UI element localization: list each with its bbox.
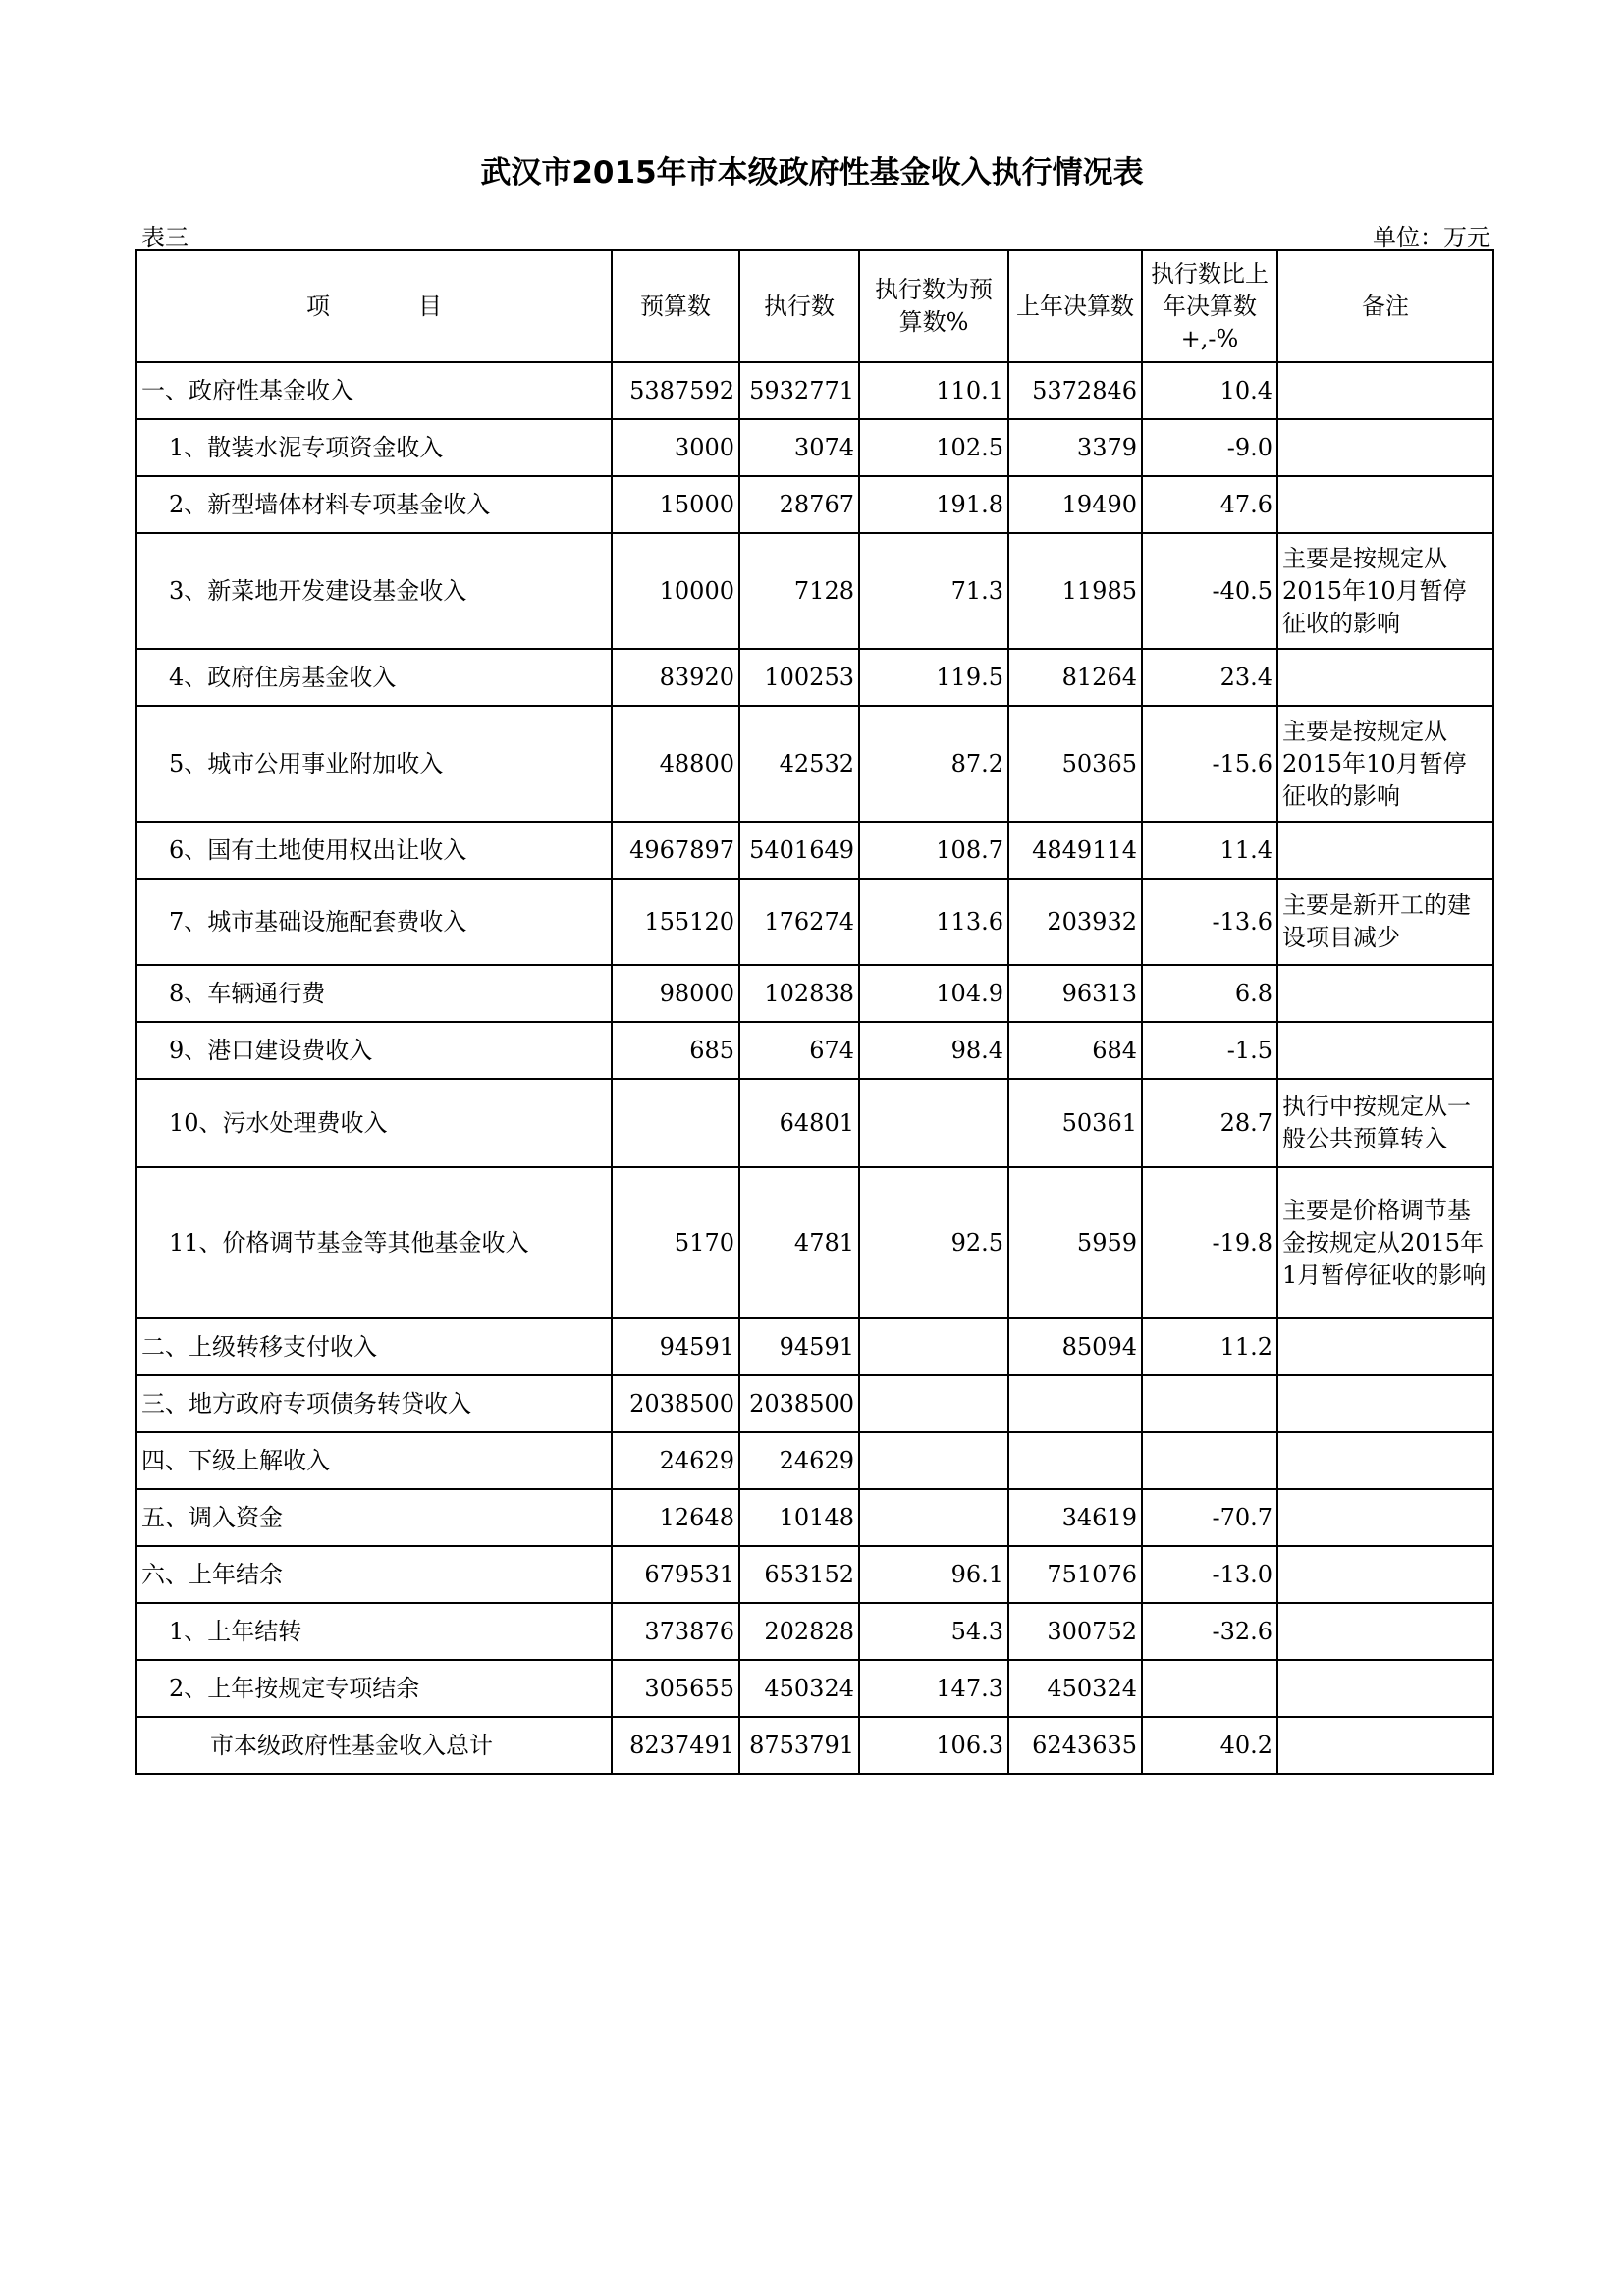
cell-budget: 83920 <box>612 649 739 706</box>
cell-note <box>1277 965 1493 1022</box>
cell-pct-budget: 106.3 <box>859 1717 1008 1774</box>
table-row <box>136 822 1493 879</box>
cell-pct-budget: 98.4 <box>859 1022 1008 1079</box>
row-name: 1、散装水泥专项资金收入 <box>136 419 612 476</box>
cell-note <box>1277 649 1493 706</box>
cell-change: 23.4 <box>1142 649 1277 706</box>
row-name: 3、新菜地开发建设基金收入 <box>136 533 612 649</box>
table-row <box>136 1079 1493 1167</box>
cell-executed: 5932771 <box>739 362 859 419</box>
cell-executed: 450324 <box>739 1660 859 1717</box>
cell-prev-year: 5372846 <box>1008 362 1142 419</box>
cell-change <box>1142 1432 1277 1489</box>
cell-prev-year <box>1008 1375 1142 1432</box>
header-prev-year: 上年决算数 <box>1008 250 1142 362</box>
row-name: 5、城市公用事业附加收入 <box>136 706 612 822</box>
cell-prev-year: 96313 <box>1008 965 1142 1022</box>
cell-executed: 5401649 <box>739 822 859 879</box>
cell-pct-budget: 191.8 <box>859 476 1008 533</box>
cell-budget <box>612 1079 739 1167</box>
cell-note <box>1277 1022 1493 1079</box>
row-name: 7、城市基础设施配套费收入 <box>136 879 612 965</box>
cell-pct-budget: 104.9 <box>859 965 1008 1022</box>
table-row <box>136 1432 1493 1489</box>
row-name: 9、港口建设费收入 <box>136 1022 612 1079</box>
table-row <box>136 533 1493 649</box>
cell-prev-year: 450324 <box>1008 1660 1142 1717</box>
cell-note <box>1277 1717 1493 1774</box>
cell-note <box>1277 1318 1493 1375</box>
row-name: 一、政府性基金收入 <box>136 362 612 419</box>
cell-prev-year: 3379 <box>1008 419 1142 476</box>
cell-prev-year: 50365 <box>1008 706 1142 822</box>
cell-executed: 3074 <box>739 419 859 476</box>
cell-pct-budget: 110.1 <box>859 362 1008 419</box>
cell-executed: 7128 <box>739 533 859 649</box>
cell-prev-year: 4849114 <box>1008 822 1142 879</box>
cell-executed: 653152 <box>739 1546 859 1603</box>
cell-note: 主要是价格调节基金按规定从2015年1月暂停征收的影响 <box>1277 1167 1493 1318</box>
cell-pct-budget <box>859 1318 1008 1375</box>
row-name: 四、下级上解收入 <box>136 1432 612 1489</box>
header-item-a: 项 <box>306 292 330 320</box>
row-name: 11、价格调节基金等其他基金收入 <box>136 1167 612 1318</box>
cell-budget: 8237491 <box>612 1717 739 1774</box>
cell-pct-budget: 119.5 <box>859 649 1008 706</box>
cell-budget: 98000 <box>612 965 739 1022</box>
cell-pct-budget: 113.6 <box>859 879 1008 965</box>
table-row <box>136 476 1493 533</box>
cell-budget: 94591 <box>612 1318 739 1375</box>
cell-executed: 94591 <box>739 1318 859 1375</box>
cell-change: -13.0 <box>1142 1546 1277 1603</box>
cell-change: 6.8 <box>1142 965 1277 1022</box>
row-name: 4、政府住房基金收入 <box>136 649 612 706</box>
unit-label: 单位：万元 <box>1373 224 1490 251</box>
cell-prev-year: 751076 <box>1008 1546 1142 1603</box>
cell-change: -13.6 <box>1142 879 1277 965</box>
header-pct-budget: 执行数为预算数% <box>859 250 1008 362</box>
table-row <box>136 1489 1493 1546</box>
cell-budget: 5387592 <box>612 362 739 419</box>
row-name: 2、上年按规定专项结余 <box>136 1660 612 1717</box>
cell-executed: 10148 <box>739 1489 859 1546</box>
table-row <box>136 965 1493 1022</box>
cell-pct-budget: 71.3 <box>859 533 1008 649</box>
table-row <box>136 362 1493 419</box>
cell-prev-year: 11985 <box>1008 533 1142 649</box>
page-title: 武汉市2015年市本级政府性基金收入执行情况表 <box>480 155 1144 190</box>
cell-note <box>1277 1603 1493 1660</box>
cell-change: 40.2 <box>1142 1717 1277 1774</box>
cell-executed: 24629 <box>739 1432 859 1489</box>
header-note: 备注 <box>1277 250 1493 362</box>
cell-prev-year: 50361 <box>1008 1079 1142 1167</box>
header-executed: 执行数 <box>739 250 859 362</box>
cell-budget: 373876 <box>612 1603 739 1660</box>
cell-change: 10.4 <box>1142 362 1277 419</box>
cell-change: -1.5 <box>1142 1022 1277 1079</box>
table-row <box>136 1603 1493 1660</box>
cell-executed: 4781 <box>739 1167 859 1318</box>
cell-note <box>1277 1489 1493 1546</box>
cell-budget: 685 <box>612 1022 739 1079</box>
cell-budget: 155120 <box>612 879 739 965</box>
table-row <box>136 1318 1493 1375</box>
cell-budget: 24629 <box>612 1432 739 1489</box>
cell-prev-year: 34619 <box>1008 1489 1142 1546</box>
cell-prev-year: 6243635 <box>1008 1717 1142 1774</box>
cell-budget: 305655 <box>612 1660 739 1717</box>
cell-budget: 12648 <box>612 1489 739 1546</box>
cell-pct-budget <box>859 1079 1008 1167</box>
table-row <box>136 1375 1493 1432</box>
cell-change: 11.4 <box>1142 822 1277 879</box>
table-body <box>136 362 1493 1774</box>
cell-budget: 679531 <box>612 1546 739 1603</box>
row-name: 2、新型墙体材料专项基金收入 <box>136 476 612 533</box>
cell-pct-budget: 92.5 <box>859 1167 1008 1318</box>
cell-change: -40.5 <box>1142 533 1277 649</box>
cell-executed: 28767 <box>739 476 859 533</box>
header-budget: 预算数 <box>612 250 739 362</box>
cell-note: 主要是按规定从2015年10月暂停征收的影响 <box>1277 706 1493 822</box>
row-name: 六、上年结余 <box>136 1546 612 1603</box>
cell-note <box>1277 419 1493 476</box>
cell-pct-budget: 147.3 <box>859 1660 1008 1717</box>
cell-note <box>1277 1375 1493 1432</box>
cell-prev-year: 19490 <box>1008 476 1142 533</box>
cell-note: 主要是按规定从2015年10月暂停征收的影响 <box>1277 533 1493 649</box>
row-name: 8、车辆通行费 <box>136 965 612 1022</box>
table-row <box>136 706 1493 822</box>
cell-budget: 4967897 <box>612 822 739 879</box>
cell-executed: 102838 <box>739 965 859 1022</box>
row-name: 6、国有土地使用权出让收入 <box>136 822 612 879</box>
cell-change <box>1142 1375 1277 1432</box>
cell-change: -70.7 <box>1142 1489 1277 1546</box>
cell-note <box>1277 822 1493 879</box>
cell-note: 主要是新开工的建设项目减少 <box>1277 879 1493 965</box>
cell-pct-budget: 96.1 <box>859 1546 1008 1603</box>
cell-note <box>1277 476 1493 533</box>
cell-pct-budget <box>859 1489 1008 1546</box>
cell-pct-budget: 108.7 <box>859 822 1008 879</box>
cell-executed: 176274 <box>739 879 859 965</box>
header-item <box>136 250 612 362</box>
cell-executed: 100253 <box>739 649 859 706</box>
cell-pct-budget: 54.3 <box>859 1603 1008 1660</box>
cell-budget: 3000 <box>612 419 739 476</box>
header-row <box>136 250 1493 362</box>
row-name: 二、上级转移支付收入 <box>136 1318 612 1375</box>
cell-pct-budget <box>859 1375 1008 1432</box>
cell-change: -19.8 <box>1142 1167 1277 1318</box>
header-change: 执行数比上年决算数+,-% <box>1142 250 1277 362</box>
cell-budget: 10000 <box>612 533 739 649</box>
cell-budget: 15000 <box>612 476 739 533</box>
cell-budget: 2038500 <box>612 1375 739 1432</box>
header-item-b: 目 <box>418 292 442 320</box>
cell-prev-year: 300752 <box>1008 1603 1142 1660</box>
cell-pct-budget: 102.5 <box>859 419 1008 476</box>
cell-prev-year: 85094 <box>1008 1318 1142 1375</box>
row-name: 五、调入资金 <box>136 1489 612 1546</box>
table-row <box>136 1167 1493 1318</box>
fund-income-table <box>135 249 1494 1775</box>
cell-note <box>1277 1660 1493 1717</box>
cell-note <box>1277 1432 1493 1489</box>
cell-prev-year: 203932 <box>1008 879 1142 965</box>
cell-executed: 2038500 <box>739 1375 859 1432</box>
cell-executed: 64801 <box>739 1079 859 1167</box>
table-row <box>136 1546 1493 1603</box>
cell-budget: 48800 <box>612 706 739 822</box>
cell-note <box>1277 1546 1493 1603</box>
cell-executed: 674 <box>739 1022 859 1079</box>
table-row <box>136 1660 1493 1717</box>
cell-executed: 8753791 <box>739 1717 859 1774</box>
cell-budget: 5170 <box>612 1167 739 1318</box>
row-name: 10、污水处理费收入 <box>136 1079 612 1167</box>
cell-pct-budget <box>859 1432 1008 1489</box>
cell-prev-year: 5959 <box>1008 1167 1142 1318</box>
cell-prev-year <box>1008 1432 1142 1489</box>
cell-prev-year: 81264 <box>1008 649 1142 706</box>
cell-change <box>1142 1660 1277 1717</box>
cell-pct-budget: 87.2 <box>859 706 1008 822</box>
cell-note <box>1277 362 1493 419</box>
cell-prev-year: 684 <box>1008 1022 1142 1079</box>
row-name: 三、地方政府专项债务转贷收入 <box>136 1375 612 1432</box>
cell-change: 28.7 <box>1142 1079 1277 1167</box>
table-label: 表三 <box>141 224 189 251</box>
cell-note: 执行中按规定从一般公共预算转入 <box>1277 1079 1493 1167</box>
cell-change: 11.2 <box>1142 1318 1277 1375</box>
table-row <box>136 1717 1493 1774</box>
cell-executed: 42532 <box>739 706 859 822</box>
table-row <box>136 879 1493 965</box>
row-name: 市本级政府性基金收入总计 <box>136 1717 612 1774</box>
table-row <box>136 649 1493 706</box>
cell-executed: 202828 <box>739 1603 859 1660</box>
cell-change: 47.6 <box>1142 476 1277 533</box>
table-row <box>136 1022 1493 1079</box>
cell-change: -9.0 <box>1142 419 1277 476</box>
cell-change: -32.6 <box>1142 1603 1277 1660</box>
row-name: 1、上年结转 <box>136 1603 612 1660</box>
table-row <box>136 419 1493 476</box>
cell-change: -15.6 <box>1142 706 1277 822</box>
